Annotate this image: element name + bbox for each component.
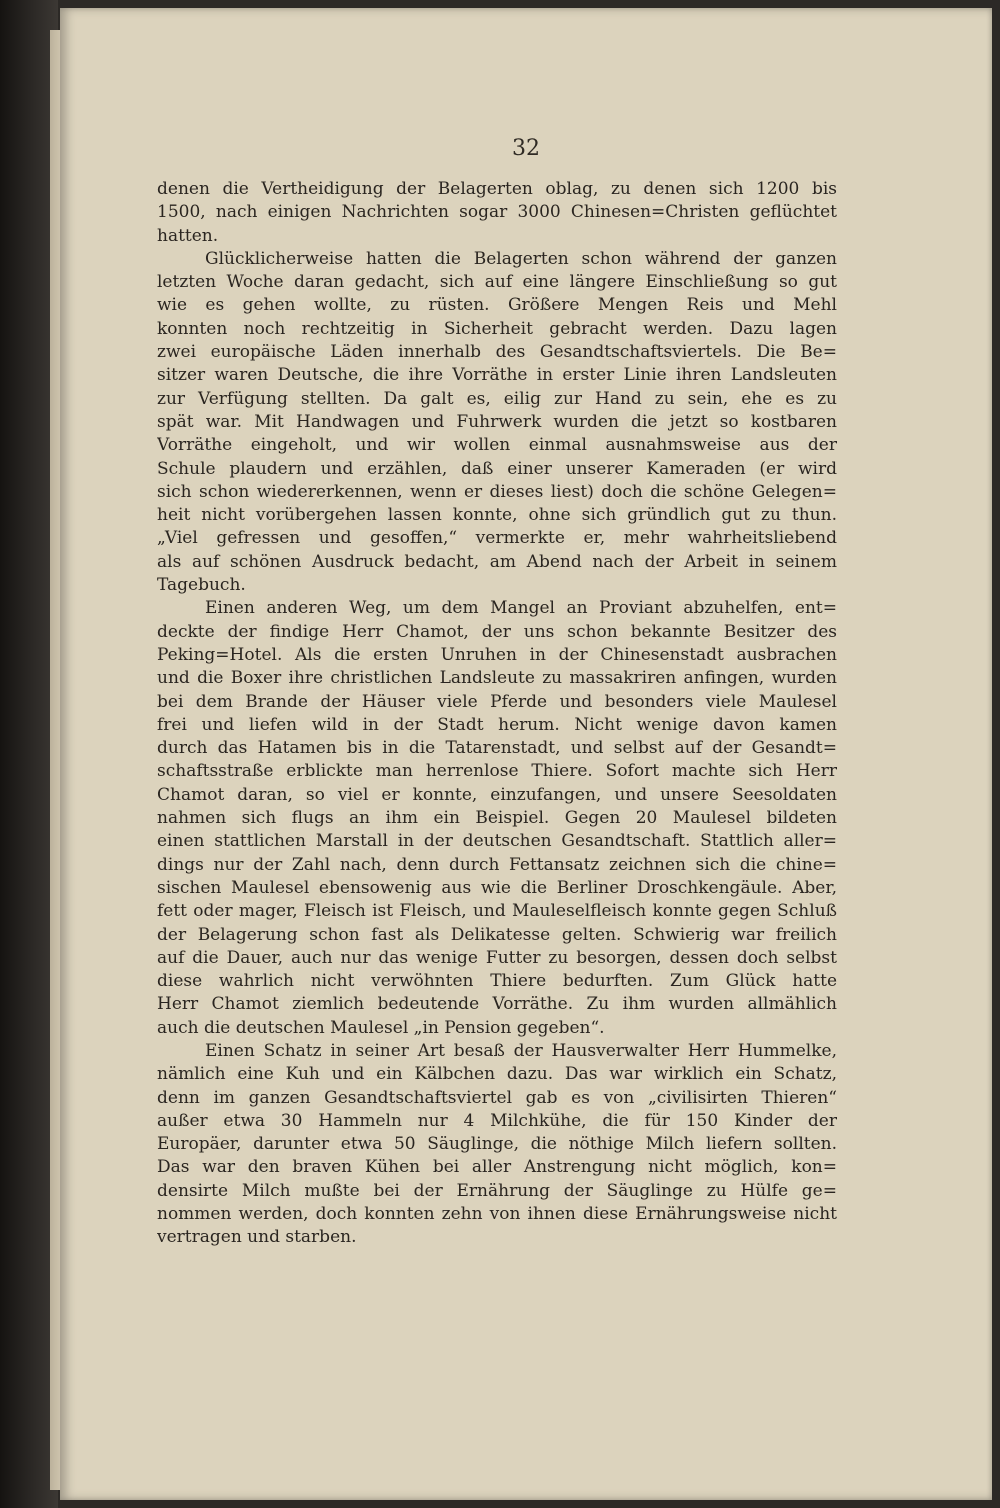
text-line: „Viel gefressen und gesoffen,“ vermerkte er, mehr wahrheitsliebend — [157, 528, 837, 549]
text-line: auf die Dauer, auch nur das wenige Futter zu besorgen, dessen doch selbst — [157, 947, 837, 968]
text-line: Einen Schatz in seiner Art besaß der Hausverwalter Herr Hummelke, — [205, 1040, 837, 1061]
text-line: wie es gehen wollte, zu rüsten. Größere Mengen Reis und Mehl — [157, 295, 837, 316]
text-line: konnten noch rechtzeitig in Sicherheit gebracht werden. Dazu lagen — [157, 318, 837, 339]
text-line: außer etwa 30 Hammeln nur 4 Milchkühe, die für 150 Kinder der — [157, 1110, 837, 1131]
text-line: vertragen und starben. — [157, 1227, 357, 1248]
text-line: sischen Maulesel ebensowenig aus wie die Berliner Droschkengäule. Aber, — [157, 877, 837, 898]
text-line: Das war den braven Kühen bei aller Anstrengung nicht möglich, kon= — [157, 1157, 837, 1178]
text-line: zur Verfügung stellten. Da galt es, eilig zur Hand zu sein, ehe es zu — [157, 388, 837, 409]
text-line: Chamot daran, so viel er konnte, einzufangen, und unsere Seesoldaten — [157, 784, 837, 805]
page-number: 32 — [512, 136, 540, 161]
text-line: nommen werden, doch konnten zehn von ihnen diese Ernährungsweise nicht — [157, 1204, 837, 1225]
text-line: einen stattlichen Marstall in der deutschen Gesandtschaft. Stattlich aller= — [157, 831, 837, 852]
text-line: fett oder mager, Fleisch ist Fleisch, und Mauleselfleisch konnte gegen Schluß — [157, 901, 837, 922]
text-line: denen die Vertheidigung der Belagerten oblag, zu denen sich 1200 bis — [157, 179, 837, 199]
text-line: Glücklicherweise hatten die Belagerten schon während der ganzen — [205, 248, 837, 269]
text-line: 1500, nach einigen Nachrichten sogar 3000 Chinesen=Christen geflüchtet — [157, 202, 837, 223]
text-line: Schule plaudern und erzählen, daß einer unserer Kameraden (er wird — [157, 458, 837, 479]
text-line: Herr Chamot ziemlich bedeutende Vorräthe. Zu ihm wurden allmählich — [157, 994, 837, 1015]
text-line: heit nicht vorübergehen lassen konnte, ohne sich gründlich gut zu thun. — [157, 505, 837, 526]
text-line: als auf schönen Ausdruck bedacht, am Abend nach der Arbeit in seinem — [157, 551, 837, 572]
text-line: sitzer waren Deutsche, die ihre Vorräthe in erster Linie ihren Landsleuten — [157, 365, 837, 386]
text-line: dings nur der Zahl nach, denn durch Fettansatz zeichnen sich die chine= — [157, 854, 837, 875]
text-line: Europäer, darunter etwa 50 Säuglinge, die nöthige Milch liefern sollten. — [157, 1134, 837, 1155]
text-line: der Belagerung schon fast als Delikatesse gelten. Schwierig war freilich — [157, 924, 837, 945]
text-line: nahmen sich flugs an ihm ein Beispiel. Gegen 20 Maulesel bildeten — [157, 808, 837, 829]
text-line: spät war. Mit Handwagen und Fuhrwerk wurden die jetzt so kostbaren — [157, 411, 837, 432]
text-line: denn im ganzen Gesandtschaftsviertel gab es von „civilisirten Thieren“ — [157, 1087, 837, 1108]
text-line: bei dem Brande der Häuser viele Pferde und besonders viele Maulesel — [157, 691, 837, 712]
body-text — [157, 178, 837, 1250]
text-line: Tagebuch. — [157, 575, 246, 596]
text-line: Einen anderen Weg, um dem Mangel an Proviant abzuhelfen, ent= — [205, 598, 837, 619]
text-line: durch das Hatamen bis in die Tatarenstadt, und selbst auf der Gesandt= — [157, 738, 837, 759]
text-line: Peking=Hotel. Als die ersten Unruhen in der Chinesenstadt ausbrachen — [157, 644, 837, 665]
text-line: diese wahrlich nicht verwöhnten Thiere bedurften. Zum Glück hatte — [157, 971, 837, 992]
text-line: frei und liefen wild in der Stadt herum. Nicht wenige davon kamen — [157, 714, 837, 735]
text-line: letzten Woche daran gedacht, sich auf eine längere Einschließung so gut — [157, 272, 837, 293]
text-line: deckte der findige Herr Chamot, der uns schon bekannte Besitzer des — [157, 621, 837, 642]
text-line: Vorräthe eingeholt, und wir wollen einmal ausnahmsweise aus der — [157, 435, 837, 456]
text-line: zwei europäische Läden innerhalb des Gesandtschaftsviertels. Die Be= — [157, 342, 837, 363]
text-line: schaftsstraße erblickte man herrenlose Thiere. Sofort machte sich Herr — [157, 761, 837, 782]
text-line: nämlich eine Kuh und ein Kälbchen dazu. Das war wirklich ein Schatz, — [157, 1064, 837, 1085]
text-line: sich schon wiedererkennen, wenn er dieses liest) doch die schöne Gelegen= — [157, 481, 837, 502]
text-line: hatten. — [157, 225, 219, 246]
text-line: auch die deutschen Maulesel „in Pension gegeben“. — [157, 1017, 605, 1038]
text-line: und die Boxer ihre christlichen Landsleute zu massakriren anfingen, wurden — [157, 668, 837, 689]
text-line: densirte Milch mußte bei der Ernährung der Säuglinge zu Hülfe ge= — [157, 1180, 837, 1201]
